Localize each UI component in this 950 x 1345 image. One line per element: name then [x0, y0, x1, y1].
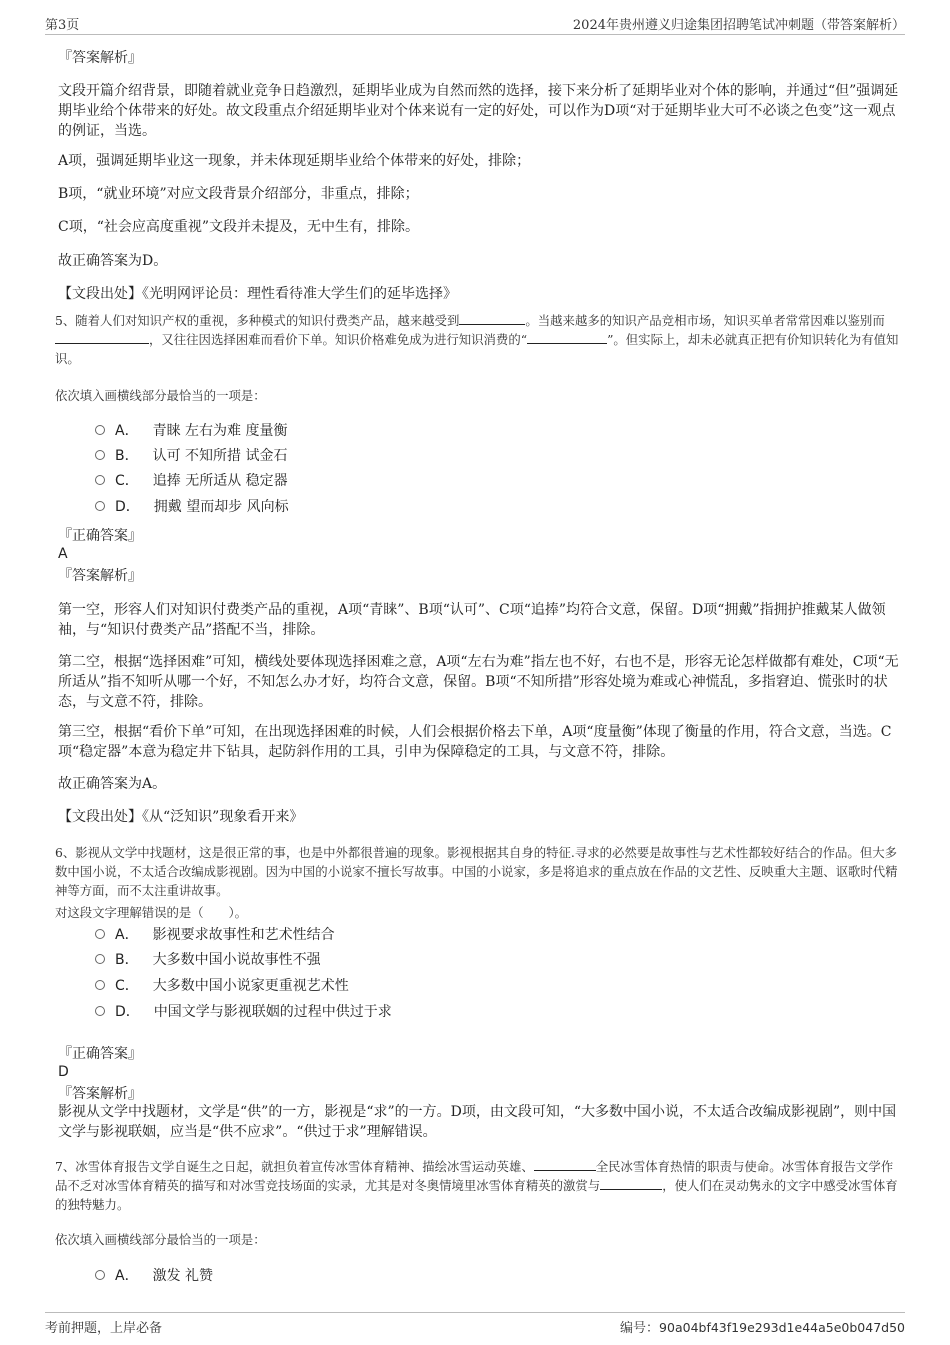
correct-answer-label: 『正确答案』: [58, 528, 142, 544]
radio-icon[interactable]: [95, 1270, 105, 1280]
question-prompt: 依次填入画横线部分最恰当的一项是：: [55, 388, 266, 403]
fill-blank: [459, 311, 525, 325]
option-a[interactable]: A． 影视要求故事性和艺术性结合: [95, 925, 335, 945]
radio-icon[interactable]: [95, 450, 105, 460]
document-title: 2024年贵州遵义归途集团招聘笔试冲刺题（带答案解析）: [572, 18, 905, 33]
page-header: [45, 14, 905, 35]
page-number: 第3页: [45, 18, 80, 33]
radio-icon[interactable]: [95, 929, 105, 939]
analysis-paragraph: B项，“就业环境”对应文段背景介绍部分，非重点，排除；: [58, 186, 419, 202]
option-c[interactable]: C． 追捧 无所适从 稳定器: [95, 471, 288, 491]
option-d[interactable]: D． 中国文学与影视联姻的过程中供过于求: [95, 1002, 392, 1022]
analysis-paragraph: 第一空，形容人们对知识付费类产品的重视，A项“青睐”、B项“认可”、C项“追捧”均符合文意，保留。D项“拥戴”指拥护推戴某人做领袖，与“知识付费类产品”搭配不当，排除。: [58, 602, 886, 638]
analysis-paragraph: 文段开篇介绍背景，即随着就业竞争日趋激烈，延期毕业成为自然而然的选择，接下来分析了延期毕业对个体的影响，并通过“但”强调延期毕业给个体带来的好处。故文段重点介绍延期毕业对个体来说有一定的好处，可以作为D项“对于延期毕业大可不必谈之色变”这一观点的例证，当选。: [58, 83, 899, 139]
fill-blank: [55, 330, 149, 344]
option-b[interactable]: B． 大多数中国小说故事性不强: [95, 950, 321, 970]
analysis-label: 『答案解析』: [58, 50, 142, 66]
option-d[interactable]: D． 拥戴 望而却步 风向标: [95, 497, 289, 517]
question-stem: 7、冰雪体育报告文学自诞生之日起，就担负着宣传冰雪体育精神、描绘冰雪运动英雄、 全民冰雪体育热情的职责与使命。冰雪体育报告文学作品不乏对冰雪体育精英的描写和对冰雪竞技场面的实录，尤其是对冬奥情境里冰雪体育精英的激赏与 ，使人们在灵动隽永的文字中感受冰雪体育的独特魅力。: [55, 1159, 898, 1212]
question-stem: 6、影视从文学中找题材，这是很正常的事，也是中外都很普遍的现象。影视根据其自身的特征.寻求的必然要是故事性与艺术性都较好结合的作品。但大多数中国小说，不太适合改编成影视剧。因为中国的小说家不擅长写故事。中国的小说家，多是将追求的重点放在作品的文艺性、反映重大主题、讴歌时代精神等方面，而不太注重讲故事。: [55, 845, 898, 898]
option-b[interactable]: B． 认可 不知所措 试金石: [95, 446, 288, 466]
analysis-paragraph: 影视从文学中找题材，文学是“供”的一方，影视是“求”的一方。D项，由文段可知，“大多数中国小说，不太适合改编成影视剧”，则中国文学与影视联姻，应当是“供不应求”。“供过于求”理解错误。: [58, 1104, 897, 1140]
option-c[interactable]: C． 大多数中国小说家更重视艺术性: [95, 976, 349, 996]
question-stem: 5、随着人们对知识产权的重视，多种模式的知识付费类产品，越来越受到 。当越来越多的知识产品竞相市场，知识买单者常常因难以鉴别而，又往往因选择困难而看价下单。知识价格难免成为进行知识消费的“ ”。但实际上，却未必就真正把有价知识转化为有值知识。: [55, 313, 899, 366]
fill-blank: [527, 330, 607, 344]
analysis-label: 『答案解析』: [58, 568, 142, 584]
radio-icon[interactable]: [95, 954, 105, 964]
question-prompt: 对这段文字理解错误的是（ ）。: [55, 905, 248, 920]
fill-blank: [600, 1176, 662, 1190]
option-a[interactable]: A． 激发 礼赞: [95, 1266, 213, 1286]
option-a[interactable]: A． 青睐 左右为难 度量衡: [95, 421, 287, 441]
document-code: 编号：90a04bf43f19e293d1e44a5e0b047d50: [620, 1320, 905, 1336]
radio-icon[interactable]: [95, 425, 105, 435]
analysis-paragraph: 第三空，根据“看价下单”可知，在出现选择困难的时候，人们会根据价格去下单，A项“度量衡”体现了衡量的作用，符合文意，当选。C项“稳定器”本意为稳定井下钻具，起防斜作用的工具，引申为保障稳定的工具，与文意不符，排除。: [58, 724, 892, 760]
correct-answer-label: 『正确答案』: [58, 1046, 142, 1062]
fill-blank: [534, 1157, 596, 1171]
conclusion: 故正确答案为A。: [58, 776, 167, 792]
radio-icon[interactable]: [95, 980, 105, 990]
source-citation: 【文段出处】《从“泛知识”现象看开来》: [58, 809, 304, 825]
conclusion: 故正确答案为D。: [58, 253, 168, 269]
page-footer: [45, 1312, 905, 1337]
radio-icon[interactable]: [95, 501, 105, 511]
radio-icon[interactable]: [95, 475, 105, 485]
correct-answer: D: [58, 1064, 69, 1080]
analysis-paragraph: A项，强调延期毕业这一现象，并未体现延期毕业给个体带来的好处，排除；: [58, 153, 531, 169]
analysis-label: 『答案解析』: [58, 1086, 142, 1102]
footer-motto: 考前押题，上岸必备: [45, 1321, 163, 1336]
analysis-paragraph: C项，“社会应高度重视”文段并未提及，无中生有，排除。: [58, 219, 420, 235]
correct-answer: A: [58, 546, 68, 562]
question-prompt: 依次填入画横线部分最恰当的一项是：: [55, 1232, 266, 1247]
radio-icon[interactable]: [95, 1006, 105, 1016]
analysis-paragraph: 第二空，根据“选择困难”可知，横线处要体现选择困难之意，A项“左右为难”指左也不好，右也不是，形容无论怎样做都有难处，C项“无所适从”指不知听从哪一个好，不知怎么办才好，均符合文意，保留。B项“不知所措”形容处境为难或心神慌乱，多指窘迫、慌张时的状态，与文意不符，排除。: [58, 654, 899, 710]
source-citation: 【文段出处】《光明网评论员：理性看待准大学生们的延毕选择》: [58, 286, 457, 302]
